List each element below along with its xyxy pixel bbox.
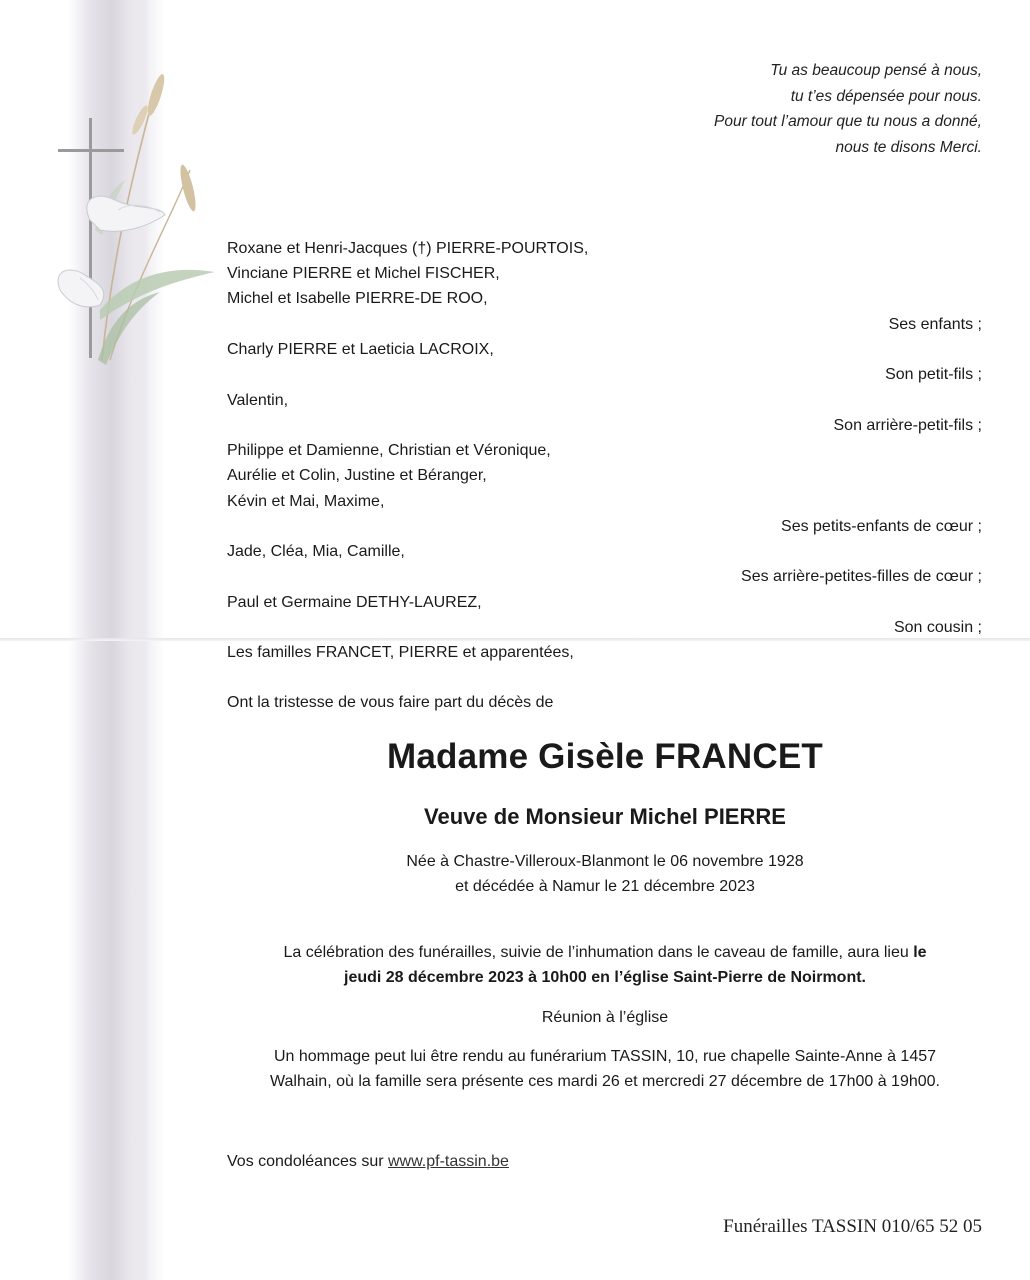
- poem-line: nous te disons Merci.: [835, 138, 982, 156]
- condolences: [227, 1149, 509, 1174]
- family-name-line: Valentin,: [227, 392, 289, 409]
- poem: [714, 58, 982, 160]
- funeral-line-1: [227, 940, 983, 965]
- relation-label: Son cousin ;: [893, 619, 982, 636]
- family-name-line: Michel et Isabelle PIERRE-DE ROO,: [227, 290, 488, 307]
- family-name-line: Aurélie et Colin, Justine et Béranger,: [227, 467, 487, 484]
- family-name-line: Paul et Germaine DETHY-LAUREZ,: [227, 594, 482, 611]
- cross-and-lily-illustration: [40, 60, 230, 420]
- wheat-ear-icon: [144, 73, 167, 118]
- funeral-home-footer: Funérailles TASSIN 010/65 52 05: [723, 1216, 982, 1237]
- relation-label: Son arrière-petit-fils ;: [833, 417, 982, 434]
- widow-of: Veuve de Monsieur Michel PIERRE: [424, 804, 786, 829]
- relation-label: Son petit-fils ;: [885, 366, 982, 383]
- poem-line: Pour tout l’amour que tu nous a donné,: [714, 113, 982, 130]
- announcement: Ont la tristesse de vous faire part du décès de: [227, 694, 554, 711]
- poem-line: Tu as beaucoup pensé à nous,: [770, 62, 982, 79]
- meeting-info: Réunion à l’église: [541, 1009, 669, 1026]
- family-name-line: Vinciane PIERRE et Michel FISCHER,: [227, 265, 500, 282]
- funeral-text-bold: le: [913, 944, 927, 961]
- family-name-line: Jade, Cléa, Mia, Camille,: [227, 543, 405, 560]
- relation-label: Ses arrière-petites-filles de cœur ;: [741, 568, 982, 585]
- family-name-line: Charly PIERRE et Laeticia LACROIX,: [227, 341, 494, 358]
- funeral-date: jeudi 28 décembre 2023 à 10h00 en l’église Saint-Pierre de Noirmont.: [344, 969, 866, 986]
- funeral-text: La célébration des funérailles, suivie de l’inhumation dans le caveau de famille, aura lieu: [283, 944, 914, 961]
- family-name-line: Kévin et Mai, Maxime,: [227, 493, 385, 510]
- leaf-icon: [100, 270, 215, 320]
- relation-label: Ses enfants ;: [888, 316, 982, 333]
- tribute-line-2: Walhain, où la famille sera présente ces mardi 26 et mercredi 27 décembre de 17h00 à 19h00.: [269, 1073, 940, 1090]
- cross-icon: [89, 118, 92, 358]
- families-line: Les familles FRANCET, PIERRE et apparentées,: [227, 644, 574, 661]
- relation-label: Ses petits-enfants de cœur ;: [781, 518, 982, 535]
- family-name-line: Roxane et Henri-Jacques (†) PIERRE-POURTOIS,: [227, 240, 589, 257]
- calla-lily-icon: [87, 196, 165, 231]
- deceased-name: Madame Gisèle FRANCET: [387, 737, 823, 776]
- family-name-line: Philippe et Damienne, Christian et Véronique,: [227, 442, 551, 459]
- tribute-line-1: Un hommage peut lui être rendu au funérarium TASSIN, 10, rue chapelle Sainte-Anne à 1457: [273, 1048, 937, 1065]
- death-info: et décédée à Namur le 21 décembre 2023: [455, 878, 755, 895]
- condolences-link[interactable]: www.pf-tassin.be: [388, 1153, 509, 1170]
- birth-info: Née à Chastre-Villeroux-Blanmont le 06 novembre 1928: [406, 853, 804, 870]
- poem-line: tu t’es dépensée pour nous.: [790, 87, 982, 105]
- condolences-text: Vos condoléances sur: [227, 1153, 388, 1170]
